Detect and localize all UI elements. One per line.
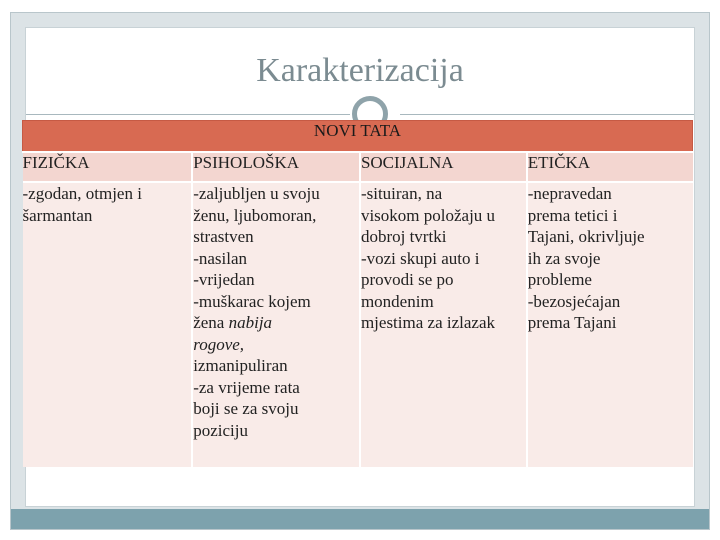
cell-line: -nasilan xyxy=(193,248,248,268)
title-divider-left xyxy=(26,114,350,115)
cell-line: -vozi skupi auto i xyxy=(360,248,480,268)
cell-line: prema Tajani xyxy=(527,313,617,332)
table-header: NOVI TATA xyxy=(23,121,693,153)
cell-line: -muškarac kojem xyxy=(193,291,311,311)
cell-line: -vrijedan xyxy=(193,270,255,289)
cell-line: boji se za svoju xyxy=(193,399,299,418)
cell-line: -za vrijeme rata xyxy=(193,377,300,397)
cell-socijalna xyxy=(360,182,527,467)
bottom-accent-strip xyxy=(11,509,709,529)
cell-line: ženu, ljubomoran, xyxy=(193,205,317,225)
cell-fizicka xyxy=(23,182,193,467)
cell-line xyxy=(193,312,359,334)
column-header-fizicka: FIZIČKA xyxy=(23,152,193,182)
cell-line: Tajani, okrivljuje xyxy=(527,227,645,246)
cell-text-italic: nabija xyxy=(228,313,273,332)
cell-line: ih za svoje xyxy=(527,248,601,268)
cell-line: poziciju xyxy=(193,420,248,440)
cell-line: -nepravedan xyxy=(527,184,612,203)
title-divider-right xyxy=(400,114,694,115)
cell-eticka xyxy=(527,182,693,467)
cell-line: prema tetici i xyxy=(527,205,618,225)
cell-text: žena xyxy=(193,313,229,332)
cell-line: -bezosjećajan xyxy=(527,291,621,311)
title-area xyxy=(26,28,694,114)
column-header-row xyxy=(23,152,693,182)
cell-line: rogove, xyxy=(193,334,245,354)
column-header-eticka: ETIČKA xyxy=(527,152,693,182)
slide-title: Karakterizacija xyxy=(256,52,464,89)
cell-psiholoska xyxy=(192,182,360,467)
table-row xyxy=(23,182,693,467)
table-header-row xyxy=(23,121,693,153)
cell-line: -situiran, na xyxy=(360,184,443,203)
cell-line: visokom položaju u xyxy=(360,205,496,225)
cell-line: probleme xyxy=(527,270,592,289)
cell-line: -zgodan, otmjen i xyxy=(22,184,142,203)
cell-line: -zaljubljen u svoju xyxy=(193,184,320,203)
cell-line: strastven xyxy=(193,227,254,246)
cell-line: izmanipuliran xyxy=(193,356,288,375)
column-header-psiholoska: PSIHOLOŠKA xyxy=(192,152,360,182)
cell-line: mondenim xyxy=(360,291,434,311)
cell-line: provodi se po xyxy=(360,270,454,289)
cell-line: šarmantan xyxy=(22,205,93,225)
column-header-socijalna: SOCIJALNA xyxy=(360,152,527,182)
cell-line: mjestima za izlazak xyxy=(360,313,495,332)
cell-line: dobroj tvrtki xyxy=(360,227,447,246)
characterization-table xyxy=(22,120,693,467)
